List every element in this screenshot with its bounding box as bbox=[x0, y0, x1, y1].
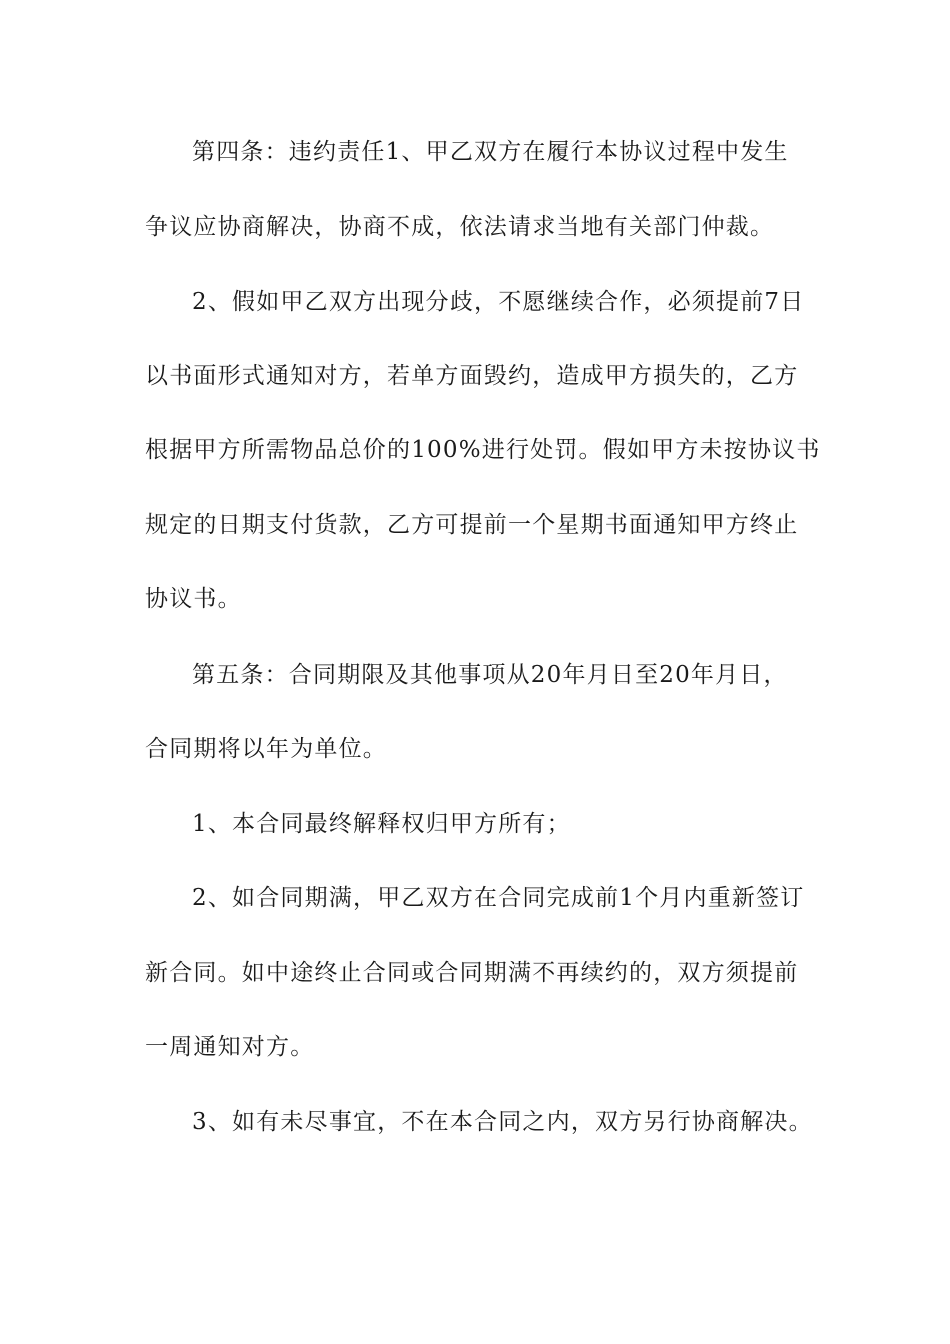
clause-2-line-2: 以书面形式通知对方，若单方面毁约，造成甲方损失的，乙方 bbox=[145, 363, 799, 389]
article-5-item-2-line-2: 新合同。如中途终止合同或合同期满不再续约的，双方须提前 bbox=[145, 960, 799, 986]
article-4-line-2: 争议应协商解决，协商不成，依法请求当地有关部门仲裁。 bbox=[145, 214, 775, 240]
clause-2-line-4: 规定的日期支付货款，乙方可提前一个星期书面通知甲方终止 bbox=[145, 512, 799, 538]
article-5-line-2: 合同期将以年为单位。 bbox=[145, 736, 387, 762]
clause-2-line-5: 协议书。 bbox=[145, 586, 242, 612]
article-5-item-1: 1、本合同最终解释权归甲方所有； bbox=[192, 811, 571, 837]
clause-2-line-3: 根据甲方所需物品总价的100%进行处罚。假如甲方未按协议书 bbox=[145, 437, 821, 463]
article-4-line-1: 第四条：违约责任1、甲乙双方在履行本协议过程中发生 bbox=[192, 139, 789, 165]
article-5-item-2-line-1: 2、如合同期满，甲乙双方在合同完成前1个月内重新签订 bbox=[192, 885, 805, 911]
clause-2-line-1: 2、假如甲乙双方出现分歧，不愿继续合作，必须提前7日 bbox=[192, 289, 805, 315]
article-5-item-2-line-3: 一周通知对方。 bbox=[145, 1034, 315, 1060]
article-5-item-3: 3、如有未尽事宜，不在本合同之内，双方另行协商解决。 bbox=[192, 1109, 813, 1135]
article-5-line-1: 第五条：合同期限及其他事项从20年月日至20年月日， bbox=[192, 662, 788, 688]
